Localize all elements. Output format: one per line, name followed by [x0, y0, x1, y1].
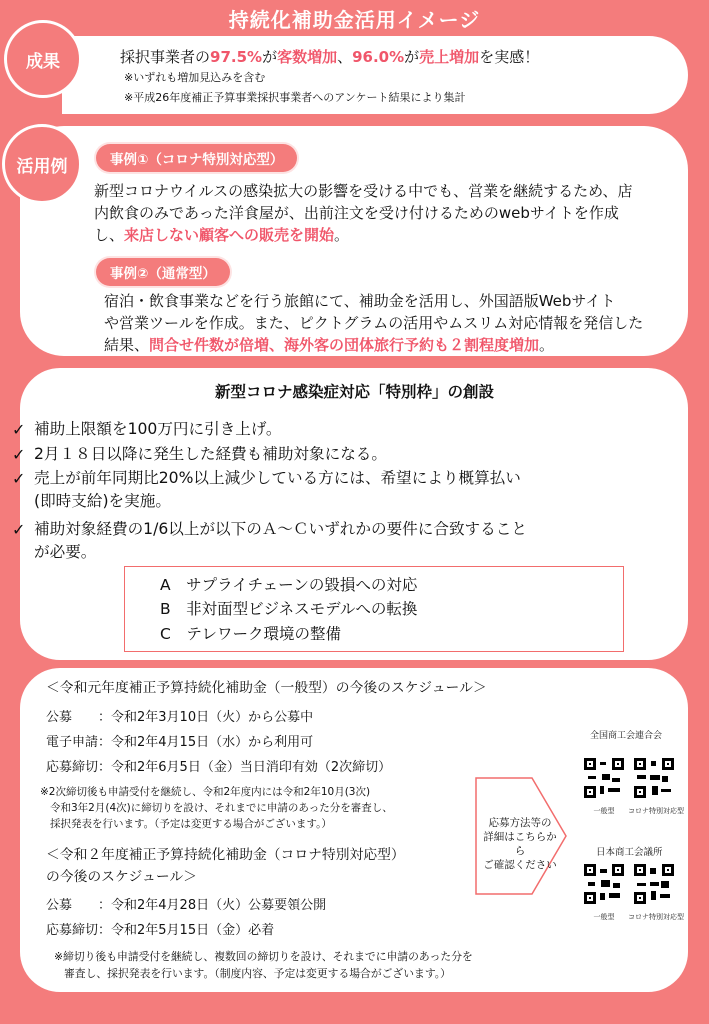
results-note: ※平成26年度補正予算事業採択事業者へのアンケート結果により集計: [124, 91, 466, 104]
schedule-note-line: 採択発表を行います。（予定は変更する場合がございます。）: [50, 818, 332, 830]
page-title: 持続化補助金活用イメージ: [228, 8, 481, 32]
case1-line: 内飲食のみであった洋食屋が、出前注文を受け付けるためのwebサイトを作成: [94, 204, 619, 222]
results-pct1: 97.5%: [210, 48, 263, 66]
qr-code-icon[interactable]: [634, 758, 674, 798]
results-badge: 成果: [4, 20, 82, 98]
case1-text: し、: [94, 226, 125, 244]
schedule-label: 公募 ：: [46, 898, 112, 913]
results-note: ※いずれも増加見込みを含む: [124, 71, 266, 84]
special-item-text: (即時支給)を実施。: [34, 492, 171, 510]
case2-line: 宿泊・飲食事業などを行う旅館にて、補助金を活用し、外国語版Webサイト: [104, 292, 616, 310]
qr-label: 一般型: [593, 913, 615, 921]
arrow-callout-line: ご確認ください: [483, 859, 557, 871]
schedule-note-2: [54, 948, 473, 982]
case1-body: [94, 180, 633, 246]
schedule-note: [40, 784, 393, 832]
schedule-note-line: 令和3年2月(4次)に締切りを設け、それまでに申請のあった分を審査し、: [50, 802, 393, 814]
special-item: [12, 518, 684, 564]
schedule-value: 令和2年3月10日（火）から公募中: [111, 710, 314, 725]
results-highlight: 客数増加: [277, 48, 338, 66]
schedule-value: 令和2年4月28日（火）公募要領公開: [111, 898, 327, 913]
requirement-c: C テレワーク環境の整備: [160, 625, 342, 643]
special-item: [12, 418, 684, 441]
results-pct2: 96.0%: [352, 48, 405, 66]
qr-label: コロナ特別対応型: [628, 913, 684, 921]
schedule-heading-line: の今後のスケジュール＞: [46, 869, 197, 885]
case2-highlight: 問合せ件数が倍増、海外客の団体旅行予約も２割程度増加: [149, 336, 540, 354]
special-item-text: 2月１８日以降に発生した経費も補助対象になる。: [34, 445, 387, 463]
requirement-a: A サプライチェーンの毀損への対応: [160, 576, 418, 594]
results-text: 、: [337, 48, 353, 66]
results-text: を実感！: [479, 48, 540, 66]
results-text: が: [262, 48, 278, 66]
schedule-row: [46, 756, 391, 775]
schedule-label: 公募 ：: [46, 710, 112, 725]
schedule-row: [46, 706, 313, 725]
schedule-label: 応募締切：: [46, 760, 112, 775]
schedule-note-line: ※締切り後も申請受付を継続し、複数回の締切りを設け、それまでに申請のあった分を: [54, 950, 473, 963]
schedule-row: [46, 894, 326, 913]
arrow-callout-text[interactable]: [480, 816, 560, 872]
schedule-heading-line: ＜令和２年度補正予算持続化補助金（コロナ特別対応型）: [46, 847, 405, 863]
arrow-callout-line: 応募方法等の: [488, 817, 552, 829]
requirement-b: B 非対面型ビジネスモデルへの転換: [160, 600, 418, 618]
case2-line: や営業ツールを作成。また、ピクトグラムの活用やムスリム対応情報を発信した: [104, 314, 644, 332]
schedule-value: 令和2年5月15日（金）必着: [111, 923, 275, 938]
case2-body: [104, 290, 643, 356]
special-item-text: 補助対象経費の1/6以上が以下のＡ～Ｃいずれかの要件に合致すること: [34, 520, 527, 538]
schedule-value: 令和2年4月15日（水）から利用可: [111, 735, 314, 750]
case2-text: 。: [539, 336, 555, 354]
schedule-row: [46, 731, 313, 750]
schedule-label: 応募締切：: [46, 923, 112, 938]
special-item: [12, 443, 684, 466]
results-text: 採択事業者の: [120, 48, 211, 66]
qr-label: コロナ特別対応型: [628, 807, 684, 815]
case2-text: 結果、: [104, 336, 150, 354]
results-headline: [120, 46, 539, 68]
org-name: 日本商工会議所: [596, 847, 663, 858]
case1-text: 。: [334, 226, 350, 244]
schedule-value: 令和2年6月5日（金）当日消印有効（2次締切）: [111, 760, 392, 775]
check-icon: ✓: [12, 520, 26, 539]
check-icon: ✓: [12, 445, 26, 464]
results-text: が: [404, 48, 420, 66]
qr-code-icon[interactable]: [584, 864, 624, 904]
special-item-text: が必要。: [34, 543, 97, 561]
case2-label: 事例②（通常型）: [96, 258, 230, 286]
org-name: 全国商工会連合会: [590, 731, 663, 741]
case2-line: [104, 334, 643, 356]
qr-label: 一般型: [593, 807, 615, 815]
special-item-text: 補助上限額を100万円に引き上げ。: [34, 420, 282, 438]
results-highlight: 売上増加: [419, 48, 480, 66]
schedule-row: [46, 919, 274, 938]
special-heading: 新型コロナ感染症対応「特別枠」の創設: [214, 383, 494, 401]
special-item: [12, 467, 684, 513]
case1-label: 事例①（コロナ特別対応型）: [96, 144, 297, 172]
schedule-note-line: ※2次締切後も申請受付を継続し、令和2年度内には令和2年10月(3次): [40, 786, 371, 798]
special-item-text: 売上が前年同期比20%以上減少している方には、希望により概算払い: [34, 469, 521, 487]
schedule-label: 電子申請：: [46, 735, 112, 750]
case1-line: [94, 224, 633, 246]
schedule-note-line: 審査し、採択発表を行います。（制度内容、予定は変更する場合がございます。）: [64, 967, 451, 980]
check-icon: ✓: [12, 469, 26, 488]
schedule-heading: ＜令和元年度補正予算持続化補助金（一般型）の今後のスケジュール＞: [46, 680, 487, 696]
examples-badge: 活用例: [2, 124, 82, 204]
case1-line: 新型コロナウイルスの感染拡大の影響を受ける中でも、営業を継続するため、店: [94, 182, 633, 200]
qr-code-icon[interactable]: [634, 864, 674, 904]
qr-code-icon[interactable]: [584, 758, 624, 798]
check-icon: ✓: [12, 420, 26, 439]
case1-highlight: 来店しない顧客への販売を開始: [124, 226, 335, 244]
arrow-callout-line: 詳細はこちらから: [483, 831, 557, 857]
schedule-heading-2: [46, 844, 405, 888]
